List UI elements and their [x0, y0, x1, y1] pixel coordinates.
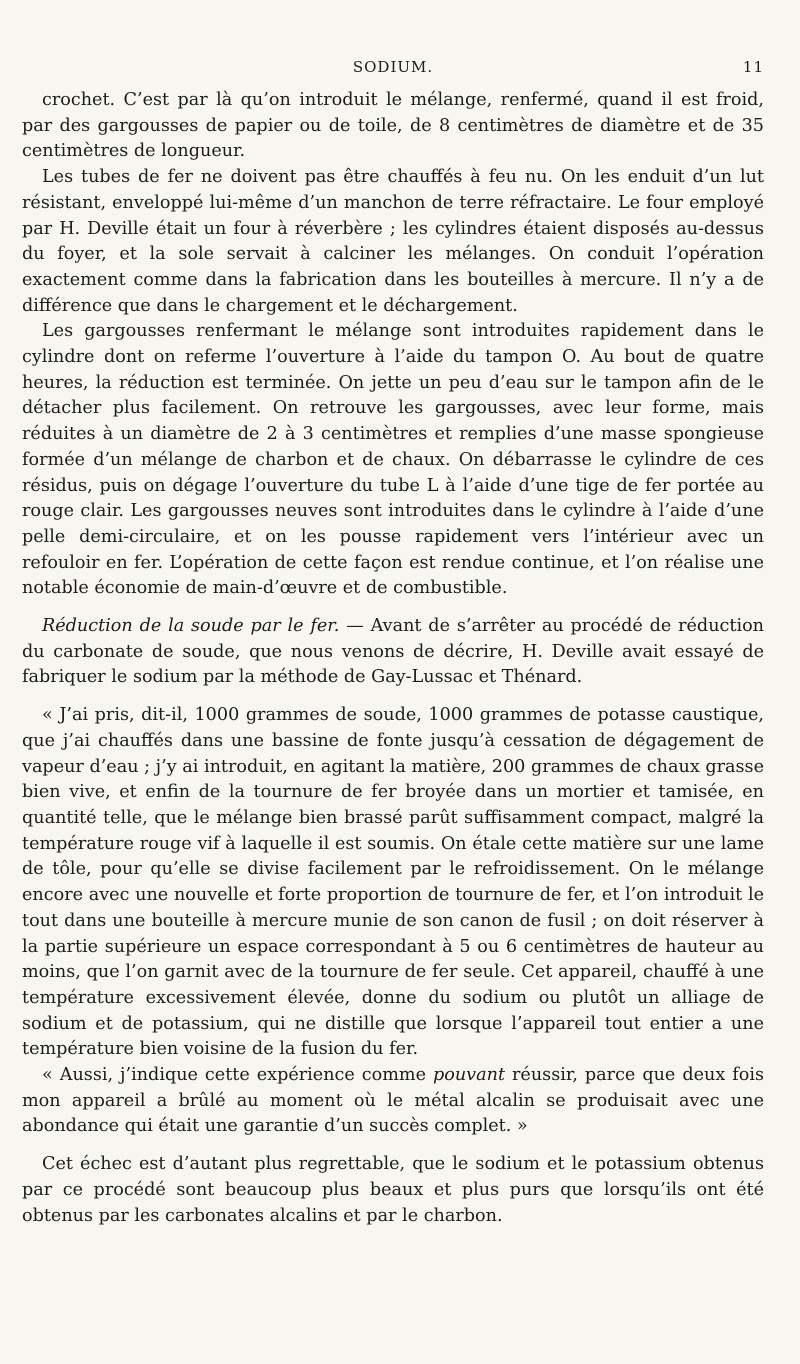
running-title: SODIUM.	[352, 58, 434, 76]
paragraph-citation-deville: « J’ai pris, dit-il, 1000 grammes de soude, 1000 grammes de potasse caustique, que j’ai chauffés dans une bassine de fonte jusqu’à cessation de dégagement de vapeur d’eau ; j’y ai introduit, en agitant la matière, 200 grammes de chaux grasse bien vive, et enfin de la tournure de fer broyée dans un mortier et tamisée, en quantité telle, que le mélange bien brassé parût suffisamment compact, malgré la température rouge vif à laquelle il est soumis. On étale cette matière sur une lame de tôle, pour qu’elle se divise facilement par le refroidissement. On le mélange encore avec une nouvelle et forte proportion de tournure de fer, et l’on introduit le tout dans une bouteille à mercure munie de son canon de fusil ; on doit réserver à la partie supérieure un espace correspondant à 5 ou 6 centimètres de hauteur au moins, que l’on garnit avec de la tournure de fer seule. Cet appareil, chauffé à une température excessivement élevée, donne du sodium ou plutôt un alliage de sodium et de potassium, qui ne distille que lorsque l’appareil tout entier a une température bien voisine de la fusion du fer.	[22, 705, 764, 1060]
paragraph-conclusion: Cet échec est d’autant plus regrettable, que le sodium et le potassium obtenus par ce procédé sont beaucoup plus beaux et plus purs que lorsqu’ils ont été obtenus par les carbonates alcalins et par le charbon.	[22, 1154, 764, 1226]
emphasis-pouvant: pouvant	[433, 1065, 506, 1086]
paragraph-tubes-de-fer: Les tubes de fer ne doivent pas être chauffés à feu nu. On les enduit d’un lut résistant, enveloppé lui-même d’un manchon de terre réfractaire. Le four employé par H. Deville était un four à réverbère ; les cylindres étaient disposés au-dessus du foyer, et la sole servait à calciner les mélanges. On conduit l’opération exactement comme dans la fabrication dans les bouteilles à mercure. Il n’y a de différence que dans le chargement et le déchargement.	[22, 167, 764, 316]
page-number: 11	[742, 58, 764, 76]
paragraph-reduction-soude-fer: Réduction de la soude par le fer. — Avant de s’arrêter au procédé de réduction du carbonate de soude, que nous venons de décrire, H. Deville avait essayé de fabriquer le sodium par la méthode de Gay-Lussac et Thénard.	[22, 616, 764, 688]
running-head	[22, 58, 764, 84]
paragraph-citation-suite: « Aussi, j’indique cette expérience comme pouvant réussir, parce que deux fois mon appareil a brûlé au moment où le métal alcalin se produisait avec une abondance qui était une garantie d’un succès complet. »	[22, 1065, 764, 1137]
paragraph-chargement: Les gargousses renfermant le mélange sont introduites rapidement dans le cylindre dont on referme l’ouverture à l’aide du tampon O. Au bout de quatre heures, la réduction est terminée. On jette un peu d’eau sur le tampon afin de le détacher plus facilement. On retrouve les gargousses, avec leur forme, mais réduites à un diamètre de 2 à 3 centimètres et remplies d’une masse spongieuse formée d’un mélange de charbon et de chaux. On débarrasse le cylindre de ces résidus, puis on dégage l’ouverture du tube L à l’aide d’une tige de fer portée au rouge clair. Les gargousses neuves sont introduites dans le cylindre à l’aide d’une pelle demi-circulaire, et on les pousse rapidement vers l’intérieur avec un refouloir en fer. L’opération de cette façon est rendue continue, et l’on réalise une notable économie de main-d’œuvre et de combustible.	[22, 321, 764, 599]
paragraph-gargousses-intro: crochet. C’est par là qu’on introduit le mélange, renfermé, quand il est froid, par des gargousses de papier ou de toile, de 8 centimètres de diamètre et de 35 centimètres de longueur.	[22, 90, 764, 162]
section-heading: Réduction de la soude par le fer.	[42, 616, 340, 637]
body-text	[22, 88, 764, 1229]
